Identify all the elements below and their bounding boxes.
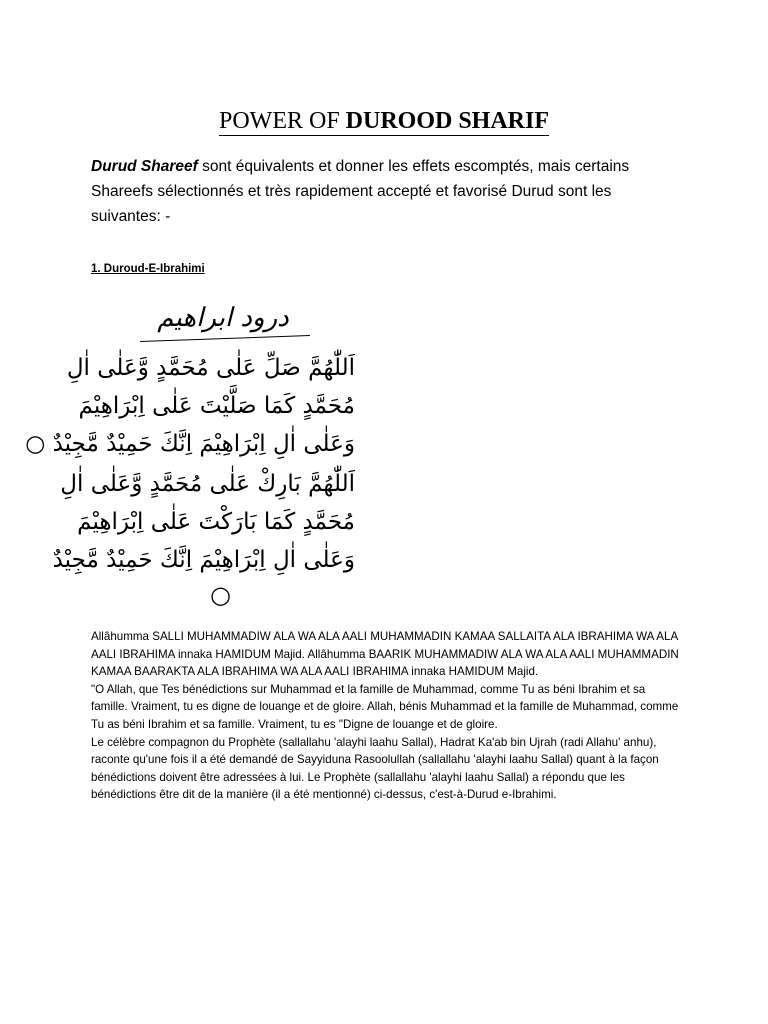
- narration-paragraph: Le célèbre compagnon du Prophète (sallallahu 'alayhi laahu Sallal), Hadrat Ka'ab bin Ujrah (radi Allahu' anhu), raconte qu'une fois il a été demandé de Sayyiduna Rasoolullah (sallallahu 'alayhi laahu Sallal) quant à la façon bénédictions doivent être adressées à lui. Le Prophète (sallallahu 'alayhi laahu Sallal) a répondu que les bénédictions être dit de la manière (il a été mentionné) ci-dessus, c'est-à-Durud e-Ibrahimi.: [91, 735, 659, 802]
- title-plain: POWER OF: [218, 108, 346, 134]
- translation-paragraph: "O Allah, que Tes bénédictions sur Muhammad et la famille de Muhammad, comme Tu as béni Ibrahim et sa famille. Vraiment, tu es digne de louange et de gloire. Allah, bénis Muhammad et la famille de Muhammad, comme Tu as béni Ibrahim et sa famille. Vraiment, tu es "Digne de louange et de gloire.: [91, 682, 679, 731]
- title-underlined: [219, 108, 549, 136]
- arabic-line-2: مُحَمَّدٍ كَمَا صَلَّيْتَ عَلٰى اِبْرَاهِيْمَ: [78, 393, 355, 419]
- arabic-line-6: وَعَلٰى اٰلِ اِبْرَاهِيْمَ اِنَّكَ حَمِيْدٌ مَّجِيْدٌ: [52, 547, 355, 573]
- title-bold: DUROOD SHARIF: [345, 108, 550, 134]
- body-text: [91, 628, 681, 804]
- arabic-line-5: مُحَمَّدٍ كَمَا بَارَكْتَ عَلٰى اِبْرَاهِيْمَ: [77, 509, 355, 535]
- page-title: [0, 106, 768, 136]
- intro-lead: Durud Shareef: [91, 158, 198, 175]
- arabic-title: درود ابراهيم: [157, 303, 289, 333]
- intro-paragraph: [91, 154, 681, 229]
- arabic-end-mark: ○: [210, 581, 231, 609]
- intro-text: sont équivalents et donner les effets escomptés, mais certains Shareefs sélectionnés et très rapidement accepté et favorisé Durud sont les suivantes: -: [91, 158, 630, 225]
- arabic-calligraphy-image: [25, 298, 360, 610]
- section-heading: 1. Duroud-E-Ibrahimi: [91, 263, 205, 275]
- transliteration-paragraph: Allâhumma SALLI MUHAMMADIW ALA WA ALA AALI MUHAMMADIN KAMAA SALLAITA ALA IBRAHIMA WA ALA AALI IBRAHIMA innaka HAMIDUM Majid. Allâhumma BAARIK MUHAMMADIW ALA WA ALA AALI MUHAMMADIN KAMAA BAARAKTA ALA IBRAHIMA WA ALA AALI IBRAHIMA innaka HAMIDUM Majid.: [91, 630, 679, 679]
- arabic-line-1: اَللّٰهُمَّ صَلِّ عَلٰى مُحَمَّدٍ وَّعَلٰى اٰلِ: [66, 355, 355, 381]
- arabic-line-4: اَللّٰهُمَّ بَارِكْ عَلٰى مُحَمَّدٍ وَّعَلٰى اٰلِ: [60, 471, 355, 497]
- arabic-line-3: وَعَلٰى اٰلِ اِبْرَاهِيْمَ اِنَّكَ حَمِيْدٌ مَّجِيْدٌ ○: [25, 431, 355, 457]
